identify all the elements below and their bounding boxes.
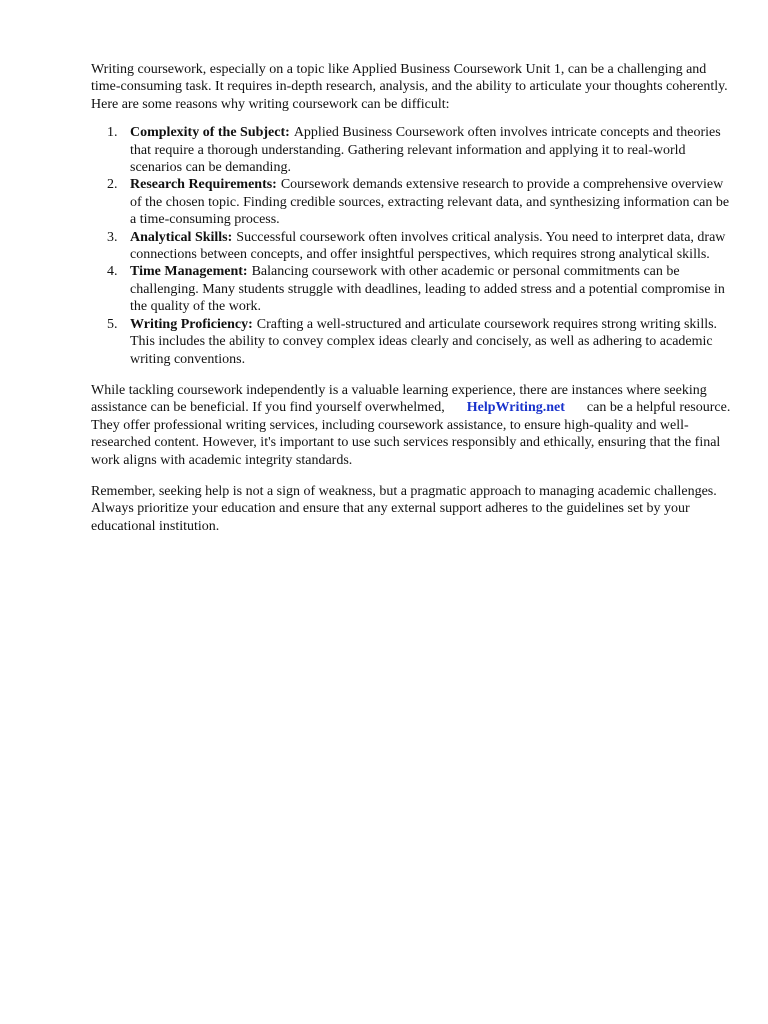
list-text: Successful coursework often involves critical analysis. You need to interpret data, draw connections between concepts, and offer insightful perspectives, which requires strong analytical skills. — [130, 229, 726, 263]
list-number: 3. — [107, 229, 118, 245]
helpwriting-link[interactable]: HelpWriting.net — [466, 400, 565, 416]
list-text: Crafting a well-structured and articulate coursework requires strong writing skills. This includes the ability to convey complex ideas clearly and concisely, as well as adhering to academic writing conventions. — [130, 316, 718, 367]
list-item — [91, 316, 731, 368]
list-term: Research Requirements: — [130, 177, 277, 193]
assistance-text-before: While tackling coursework independently is a valuable learning experience, there are instances where seeking assistance can be beneficial. If you find yourself overwhelmed, — [91, 382, 707, 416]
closing-paragraph: Remember, seeking help is not a sign of weakness, but a pragmatic approach to managing academic challenges. Always prioritize your education and ensure that any external support adheres to the guidelines set by your educational institution. — [91, 483, 717, 534]
list-term: Writing Proficiency: — [130, 316, 253, 332]
assistance-text-after: can be a helpful resource. They offer professional writing services, including coursework assistance, to ensure high-quality and well-researched content. However, it's important to use such services responsibly and ethically, ensuring that the final work aligns with academic integrity standards. — [91, 400, 731, 468]
list-term: Analytical Skills: — [130, 229, 233, 245]
list-item — [91, 263, 731, 315]
list-number: 4. — [107, 264, 118, 280]
list-text: Applied Business Coursework often involves intricate concepts and theories that require a thorough understanding. Gathering relevant information and applying it to real-world scenarios can be demanding. — [130, 125, 721, 176]
intro-paragraph: Writing coursework, especially on a topic like Applied Business Coursework Unit 1, can be a challenging and time-consuming task. It requires in-depth research, analysis, and the ability to articulate your thoughts coherently. Here are some reasons why writing coursework can be difficult: — [91, 62, 728, 112]
list-term: Complexity of the Subject: — [130, 125, 290, 141]
assistance-paragraph — [91, 382, 731, 469]
list-number: 1. — [107, 125, 118, 141]
document-page — [91, 61, 731, 535]
list-item — [91, 124, 731, 176]
list-number: 2. — [107, 177, 118, 193]
list-text: Coursework demands extensive research to provide a comprehensive overview of the chosen topic. Finding credible sources, extracting relevant data, and synthesizing information can be a time-consuming process. — [130, 177, 730, 228]
list-item — [91, 229, 731, 264]
reasons-list — [91, 124, 731, 368]
list-item — [91, 176, 731, 228]
list-text: Balancing coursework with other academic or personal commitments can be challenging. Many students struggle with deadlines, leading to added stress and a potential compromise in the quality of the work. — [130, 264, 725, 315]
list-term: Time Management: — [130, 264, 248, 280]
list-number: 5. — [107, 316, 118, 332]
